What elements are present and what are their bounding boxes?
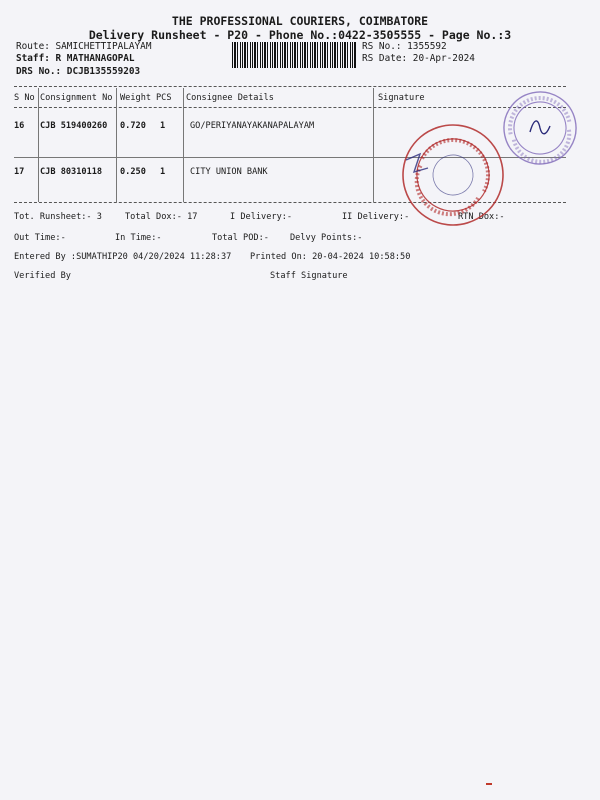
show-through-text <box>300 300 305 309</box>
table-header-separator <box>14 107 566 108</box>
drs-label: DRS No.: DCJB135559203 <box>16 66 141 77</box>
branch-seal-stamp <box>500 88 580 168</box>
row-weight: 0.250 <box>120 167 146 177</box>
verified-by: Verified By <box>14 271 71 281</box>
column-divider <box>116 88 117 202</box>
delvy-points: Delvy Points:- <box>290 233 363 243</box>
column-divider <box>38 88 39 202</box>
col-consignee: Consignee Details <box>186 93 274 103</box>
row-pcs: 1 <box>160 121 166 131</box>
staff-signature: Staff Signature <box>270 271 348 281</box>
barcode <box>232 42 356 68</box>
entered-by: Entered By :SUMATHIP20 04/20/2024 11:28:37 <box>14 252 232 262</box>
row-consignment: CJB 80310118 <box>40 167 103 177</box>
header-separator <box>14 86 566 87</box>
column-divider <box>183 88 184 202</box>
i-delivery: I Delivery:- <box>230 212 293 222</box>
company-title: THE PROFESSIONAL COURIERS, COIMBATORE <box>171 14 429 28</box>
total-pod: Total POD:- <box>212 233 269 243</box>
route-label: Route: SAMICHETTIPALAYAM <box>16 41 152 52</box>
col-sno: S No <box>14 93 35 103</box>
runsheet-title: Delivery Runsheet - P20 - Phone No.:0422-3505555 - Page No.:3 <box>88 28 512 42</box>
red-mark <box>486 783 492 785</box>
row-consignee: CITY UNION BANK <box>190 167 268 177</box>
total-runsheet: Tot. Runsheet:- 3 <box>14 212 102 222</box>
row-consignee: GO/PERIYANAYAKANAPALAYAM <box>190 121 315 131</box>
col-signature: Signature <box>378 93 425 103</box>
in-time: In Time:- <box>115 233 162 243</box>
total-dox: Total Dox:- 17 <box>125 212 198 222</box>
printed-on: Printed On: 20-04-2024 10:58:50 <box>250 252 411 262</box>
row-consignment: CJB 519400260 <box>40 121 108 131</box>
row-sno: 16 <box>14 121 25 131</box>
row-weight: 0.720 <box>120 121 146 131</box>
rs-number: RS No.: 1355592 <box>362 41 447 52</box>
col-consignment: Consignment No <box>40 93 113 103</box>
bank-seal-stamp <box>398 120 508 230</box>
staff-label: Staff: R MATHANAGOPAL <box>16 53 135 64</box>
col-pcs: PCS <box>156 93 172 103</box>
out-time: Out Time:- <box>14 233 66 243</box>
ii-delivery: II Delivery:- <box>342 212 410 222</box>
column-divider <box>373 88 374 202</box>
row-sno: 17 <box>14 167 25 177</box>
rtn-dox: RTN Dox:- <box>458 212 505 222</box>
row-pcs: 1 <box>160 167 166 177</box>
rs-date: RS Date: 20-Apr-2024 <box>362 53 475 64</box>
col-weight: Weight <box>120 93 152 103</box>
